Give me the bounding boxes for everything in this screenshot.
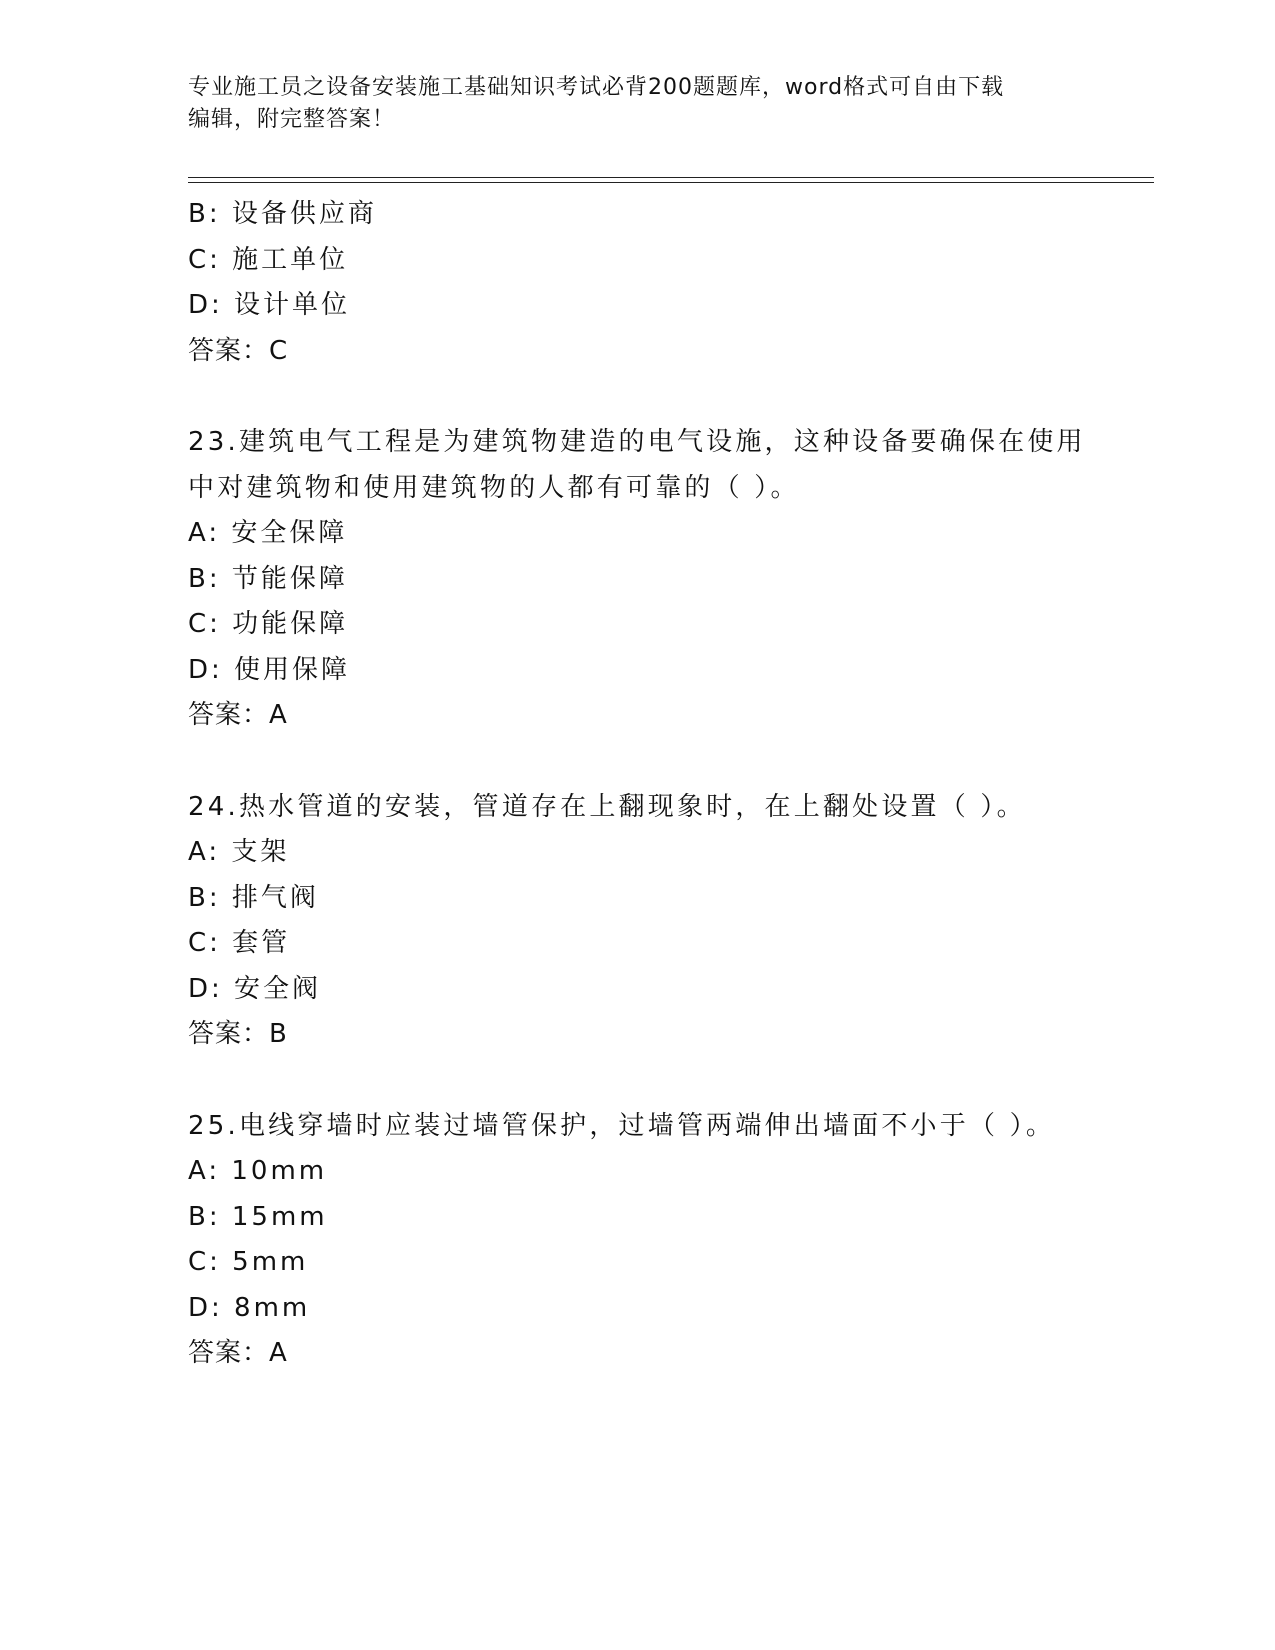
answer-line: 答案：B [188, 1019, 288, 1049]
option-c: C: 5mm [188, 1247, 309, 1277]
header-title-line-1: 专业施工员之设备安装施工基础知识考试必背200题题库，word格式可自由下载 [188, 75, 1005, 100]
option-d: D: 使用保障 [188, 654, 351, 685]
question-23 [188, 420, 1148, 739]
question-stem [188, 420, 1148, 511]
option-a: A: 10mm [188, 1156, 328, 1186]
question-stem-line-1: 25.电线穿墙时应装过墙管保护，过墙管两端伸出墙面不小于（ ）。 [188, 1110, 1056, 1141]
answer-line: 答案：A [188, 1338, 288, 1368]
header-title-line-2: 编辑，附完整答案！ [188, 107, 396, 132]
question-stem-line-1: 23.建筑电气工程是为建筑物建造的电气设施，这种设备要确保在使用 [188, 427, 1086, 457]
header-divider-bottom [188, 182, 1154, 183]
option-a: A: 安全保障 [188, 518, 348, 548]
option-d: D: 设计单位 [188, 290, 351, 320]
question-stem-line-1: 24.热水管道的安装，管道存在上翻现象时，在上翻处设置（ ）。 [188, 791, 1026, 822]
question-24 [188, 785, 1148, 1058]
option-d: D: 8mm [188, 1292, 311, 1323]
question-25 [188, 1104, 1148, 1377]
option-a: A: 支架 [188, 837, 290, 867]
answer-line: 答案：C [188, 335, 289, 366]
question-stem [188, 785, 1148, 831]
option-c: C: 功能保障 [188, 609, 349, 639]
question-stem-line-2: 中对建筑物和使用建筑物的人都有可靠的（ ）。 [188, 472, 800, 503]
option-c: C: 套管 [188, 928, 291, 958]
option-b: B: 15mm [188, 1201, 328, 1232]
document-header [188, 72, 1088, 136]
option-b: B: 节能保障 [188, 563, 348, 594]
option-c: C: 施工单位 [188, 244, 349, 275]
question-22-continued [188, 192, 1148, 374]
answer-line: 答案：A [188, 700, 288, 730]
question-stem [188, 1104, 1148, 1150]
question-list [188, 192, 1148, 1377]
option-b: B: 设备供应商 [188, 199, 377, 229]
option-d: D: 安全阀 [188, 973, 322, 1004]
header-divider-top [188, 177, 1154, 178]
option-b: B: 排气阀 [188, 882, 319, 913]
